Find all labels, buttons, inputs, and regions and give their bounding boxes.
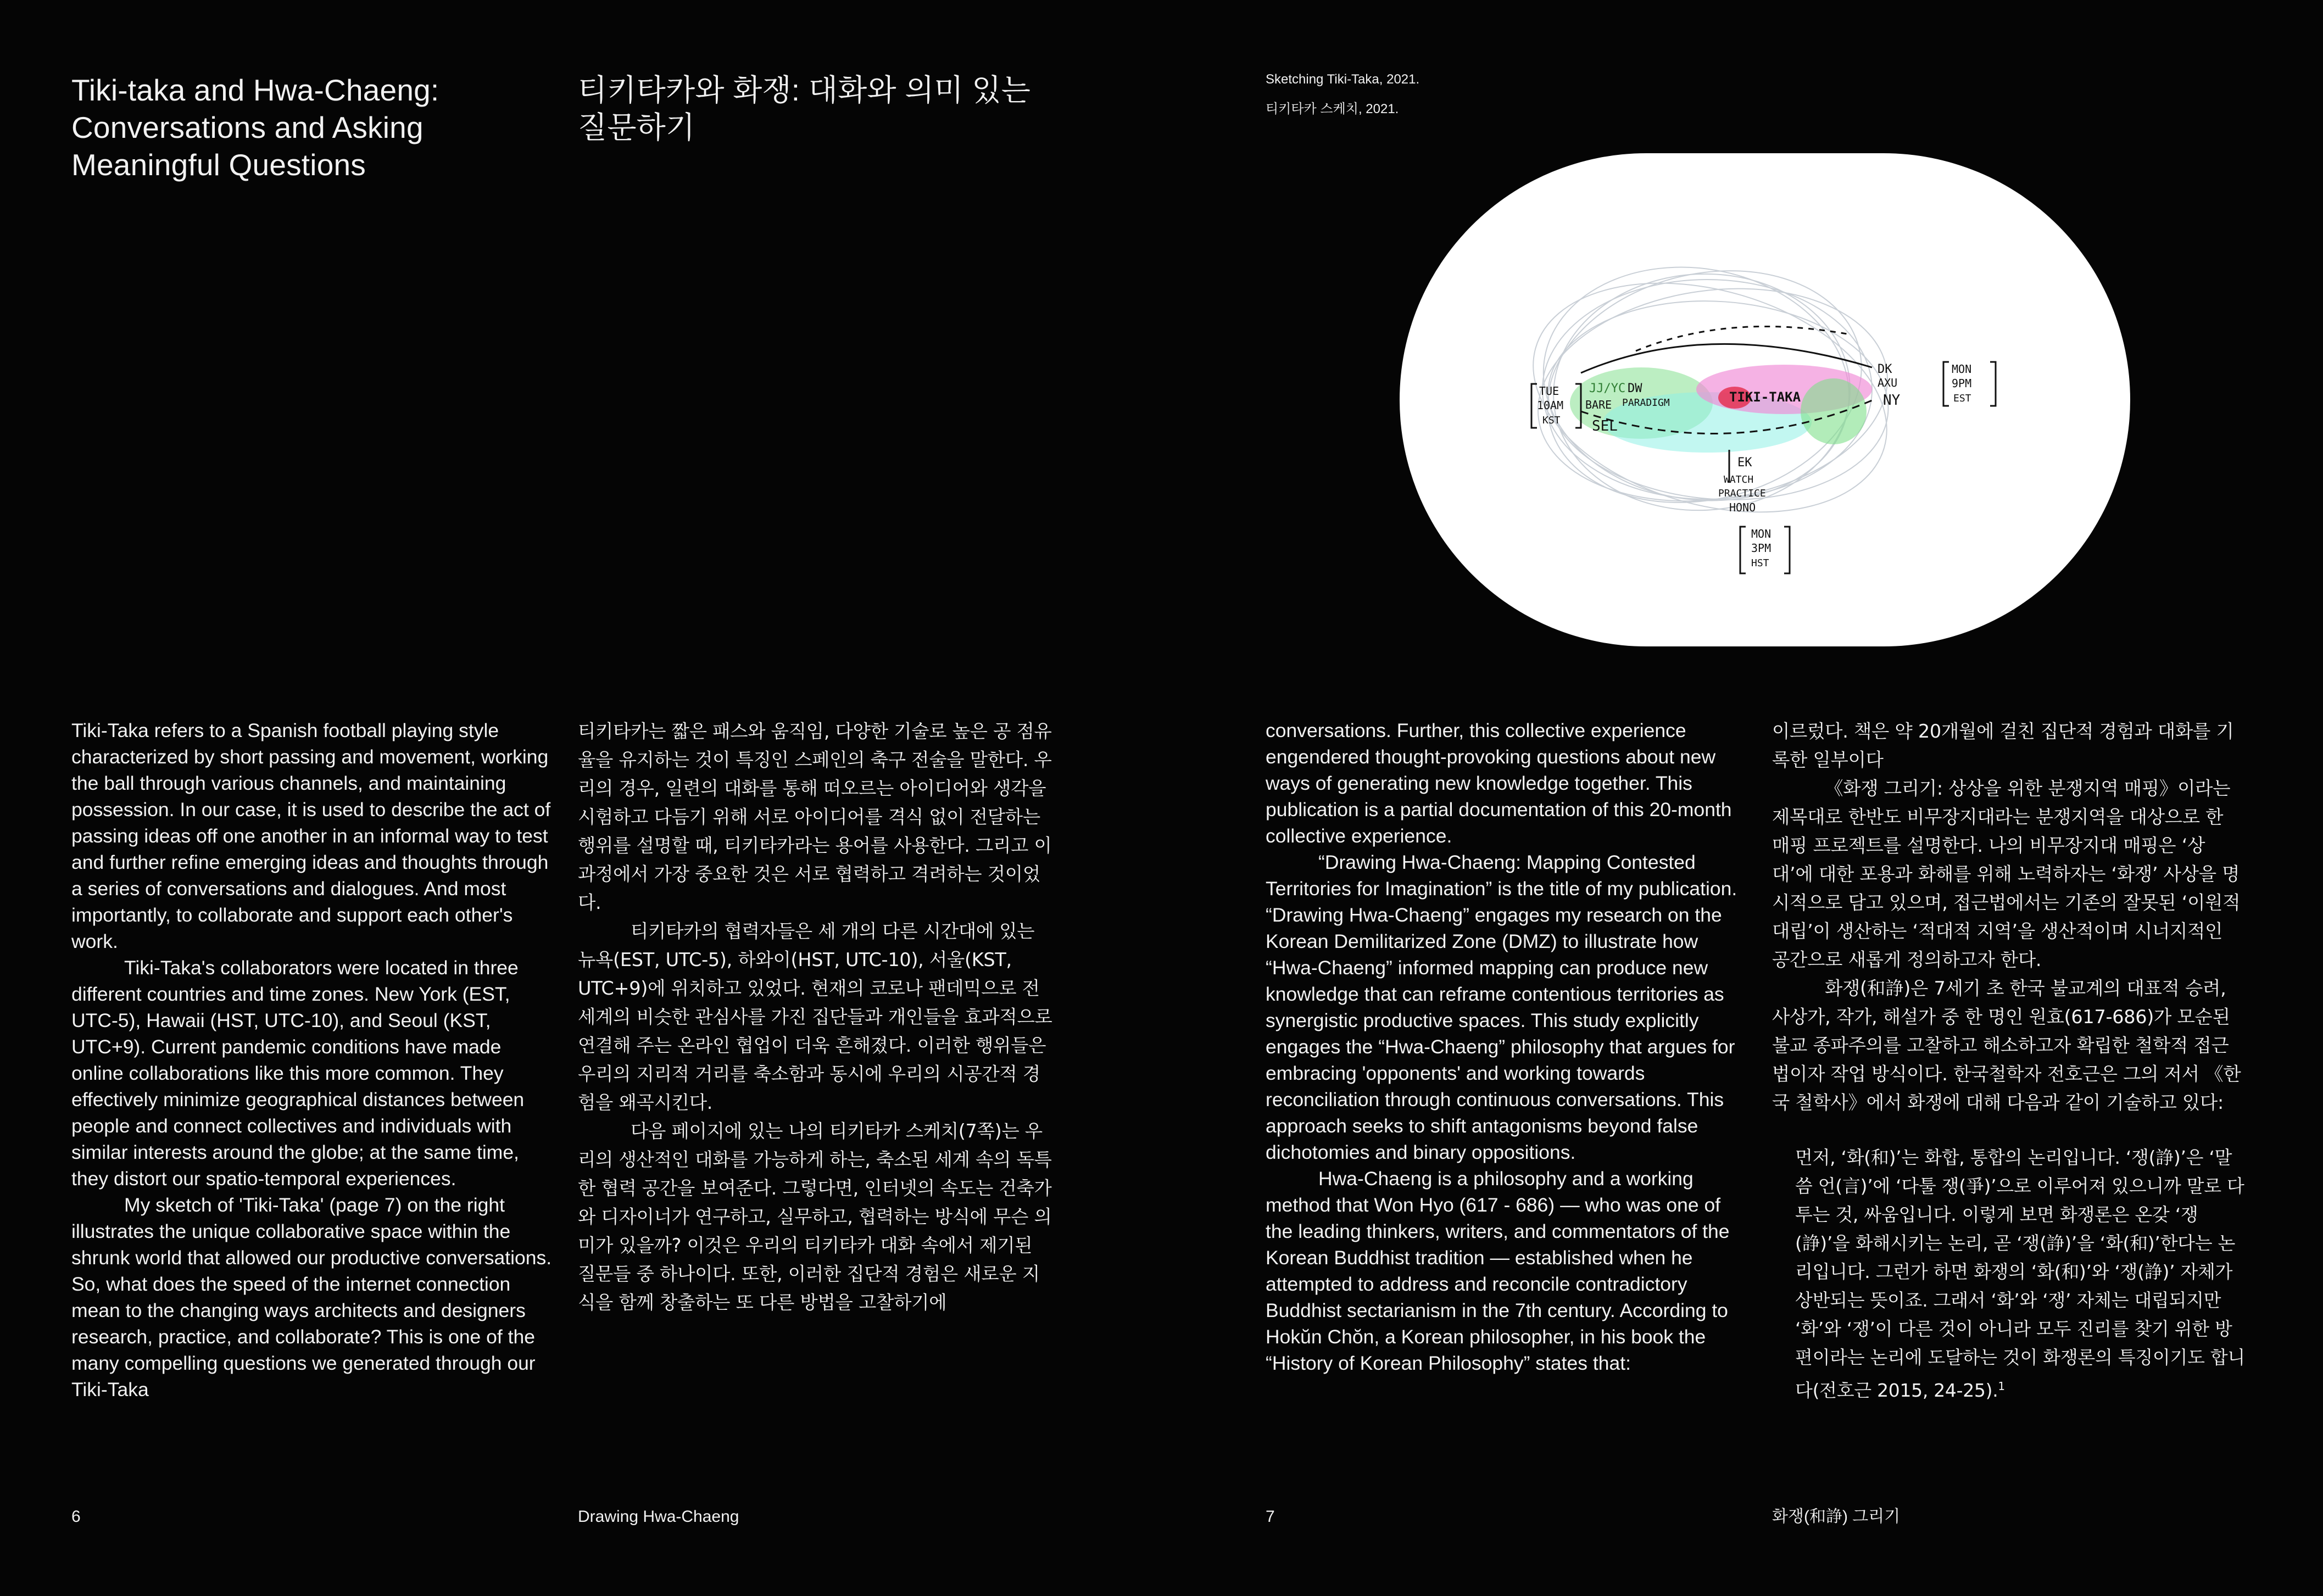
sketch-drawing [1400,153,2130,646]
figure-caption [1266,69,1441,129]
paragraph: 이르렀다. 책은 약 20개월에 걸친 집단적 경험과 대화를 기록한 일부이다 [1772,721,2234,771]
sketch-label-tue: TUE [1539,384,1559,398]
paragraph: My sketch of 'Tiki-Taka' (page 7) on the right illustrates the unique collaborative space within the shrunk world that allowed our productive conversations. So, what does the speed of the internet connection mean to the changing ways architects and designers research, practice, and collaborate? This is one of the many compelling questions we generated through our Tiki-Taka [71,1194,552,1400]
sketch-label-center: TIKI-TAKA [1729,389,1801,405]
tiki-taka-sketch [1400,153,2130,646]
sketch-label-ek: EK [1737,456,1752,470]
sketch-label-ny: NY [1883,392,1901,409]
left-body-en [71,717,555,1403]
paragraph: conversations. Further, this collective experience engendered thought-provoking questions about new ways of generating new knowledge together. This publication is a partial documentation of this 20-month collective experience. [1266,719,1732,847]
caption-ko: 티키타카 스케치, 2021. [1266,102,1399,116]
left-title-ko: 티키타카와 화쟁: 대화와 의미 있는 질문하기 [578,73,1031,144]
sketch-label-dk: DK [1878,362,1892,376]
paragraph: 《화쟁 그리기: 상상을 위한 분쟁지역 매핑》이라는 제목대로 한반도 비무장지대라는 분쟁지역을 대상으로 한 매핑 프로젝트를 설명한다. 나의 비무장지대 매핑은 ‘상대’에 대한 포용과 화해를 위해 노력하자는 ‘화쟁’ 사상을 명시적으로 담고 있으며, 접근법에서는 기존의 잘못된 ‘이원적 대립’이 생산하는 ‘적대적 지역’을 생산적이며 시너지적인 공간으로 새롭게 정의하고자 한다. [1772,778,2241,970]
sketch-label-mon-ny: MON [1952,362,1972,376]
quote-text: 먼저, ‘화(和)’는 화합, 통합의 논리입니다. ‘쟁(諍)’은 ‘말씀 언(言)’에 ‘다툴 쟁(爭)’으로 이루어져 있으니까 말로 다투는 것, 싸움입니다. 이렇게 보면 화쟁론은 온갖 ‘쟁(諍)’을 화해시키는 논리, 곧 ‘쟁(諍)’을 ‘화(和)’한다는 논리입니다. 그런가 하면 화쟁의 ‘화(和)’와 ‘쟁(諍)’ 자체가 상반되는 뜻이죠. 그래서 ‘화’와 ‘쟁’ 자체는 대립되지만 ‘화’와 ‘쟁’이 다른 것이 아니라 모두 진리를 찾기 위한 방편이라는 논리에 도달하는 것이 화쟁론의 특징이기도 합니다(전호근 2015, 24-25). [1795,1147,2246,1401]
color-fills [1570,365,1872,453]
left-title-en: Tiki-taka and Hwa-Chaeng: Conversations and Asking Meaningful Questions [71,73,439,182]
sketch-label-tue-zone: KST [1542,415,1561,426]
footnote-mark: 1 [1998,1380,2005,1393]
caption-en: Sketching Tiki-Taka, 2021. [1266,72,1420,87]
sketch-label-sel: SEL [1592,418,1618,434]
sketch-label-hono: HONO [1729,501,1756,514]
sketch-label-mon-hi-time: 3PM [1751,542,1772,555]
sketch-label-paradigm: PARADIGM [1622,397,1670,409]
sketch-label-mon-ny-zone: EST [1953,393,1971,404]
sketch-label-bare: BARE [1585,398,1612,411]
right-body-en [1266,717,1738,1376]
paragraph: 티키타카는 짧은 패스와 움직임, 다양한 기술로 높은 공 점유율을 유지하는 것이 특징인 스페인의 축구 전술을 말한다. 우리의 경우, 일련의 대화를 통해 떠오르는 아이디어와 생각을 시험하고 다듬기 위해 서로 아이디어를 격식 없이 전달하는 행위를 설명할 때, 티키타카라는 용어를 사용한다. 그리고 이 과정에서 가장 중요한 것은 서로 협력하고 격려하는 것이었다. [578,721,1052,913]
sketch-label-jj: JJ/YC [1589,382,1626,395]
right-body-ko [1772,717,2244,1117]
paragraph: “Drawing Hwa-Chaeng: Mapping Contested Territories for Imagination” is the title of my publication. “Drawing Hwa-Chaeng” engages my research on the Korean Demilitarized Zone (DMZ) to illustrate how “Hwa-Chaeng” informed mapping can produce new knowledge that can reframe contentious territories as synergistic productive spaces. This study explicitly engages the “Hwa-Chaeng” philosophy that argues for embracing 'opponents' and working towards reconciliation through continuous conversations. This approach seeks to shift antagonisms beyond false dichotomies and binary oppositions. [1266,851,1737,1163]
page-number-left: 6 [71,1508,81,1526]
running-title-right: 화쟁(和諍) 그리기 [1772,1508,1901,1526]
page-number-right: 7 [1266,1508,1275,1526]
paragraph: Tiki-Taka refers to a Spanish football playing style characterized by short passing and movement, working the ball through various channels, and maintaining possession. In our case, it is used to describe the act of passing ideas off one another in an informal way to test and further refine emerging ideas and thoughts through a series of conversations and dialogues. And most importantly, to collaborate and support each other's work. [71,719,551,952]
sketch-label-mon-ny-time: 9PM [1952,377,1972,390]
block-quote-ko [1795,1143,2246,1405]
left-body-ko [578,717,1054,1317]
sketch-label-axu: AXU [1878,376,1898,389]
sketch-label-tue-time: 10AM [1537,399,1564,412]
sketch-label-dw: DW [1628,382,1642,395]
paragraph: Tiki-Taka's collaborators were located in three different countries and time zones. New York (EST, UTC-5), Hawaii (HST, UTC-10), and Seoul (KST, UTC+9). Current pandemic conditions have made online collaborations like this more common. They effectively minimize geographical distances between people and connect collectives and individuals with similar interests around the globe; at the same time, they distort our spatio-temporal experiences. [71,957,525,1190]
sketch-label-mon-hi-zone: HST [1751,557,1769,569]
paragraph: 화쟁(和諍)은 7세기 초 한국 불교계의 대표적 승려, 사상가, 작가, 해설가 중 한 명인 원효(617-686)가 모순된 불교 종파주의를 고찰하고 해소하고자 확립한 철학적 접근법이자 작업 방식이다. 한국철학자 전호근은 그의 저서 《한국 철학사》에서 화쟁에 대해 다음과 같이 기술하고 있다: [1772,978,2241,1113]
paragraph: 다음 페이지에 있는 나의 티키타카 스케치(7쪽)는 우리의 생산적인 대화를 가능하게 하는, 축소된 세계 속의 독특한 협력 공간을 보여준다. 그렇다면, 인터넷의 속도는 건축가와 디자이너가 연구하고, 실무하고, 협력하는 방식에 무슨 의미가 있을까? 이것은 우리의 티키타카 대화 속에서 제기된 질문들 중 하나이다. 또한, 이러한 집단적 경험은 새로운 지식을 함께 창출하는 또 다른 방법을 고찰하기에 [578,1120,1052,1313]
sketch-label-mon-hi: MON [1751,527,1772,540]
sketch-label-practice: PRACTICE [1718,488,1766,499]
paragraph: Hwa-Chaeng is a philosophy and a working method that Won Hyo (617 - 686) — who was one of the leading thinkers, writers, and commentators of the Korean Buddhist tradition — established when he attempted to address and reconcile contradictory Buddhist sectarianism in the 7th century. According to Hokŭn Chŏn, a Korean philosopher, in his book the “History of Korean Philosophy” states that: [1266,1168,1730,1374]
paragraph: 티키타카의 협력자들은 세 개의 다른 시간대에 있는 뉴욕(EST, UTC-5), 하와이(HST, UTC-10), 서울(KST, UTC+9)에 위치하고 있었다. 현재의 코로나 팬데믹으로 전 세계의 비슷한 관심사를 가진 집단들과 개인들을 효과적으로 연결해 주는 온라인 협업이 더욱 흔해졌다. 이러한 행위들은 우리의 지리적 거리를 축소함과 동시에 우리의 시공간적 경험을 왜곡시킨다. [578,920,1052,1113]
sketch-label-watch: WATCH [1724,474,1754,486]
running-title-left: Drawing Hwa-Chaeng [578,1508,739,1526]
